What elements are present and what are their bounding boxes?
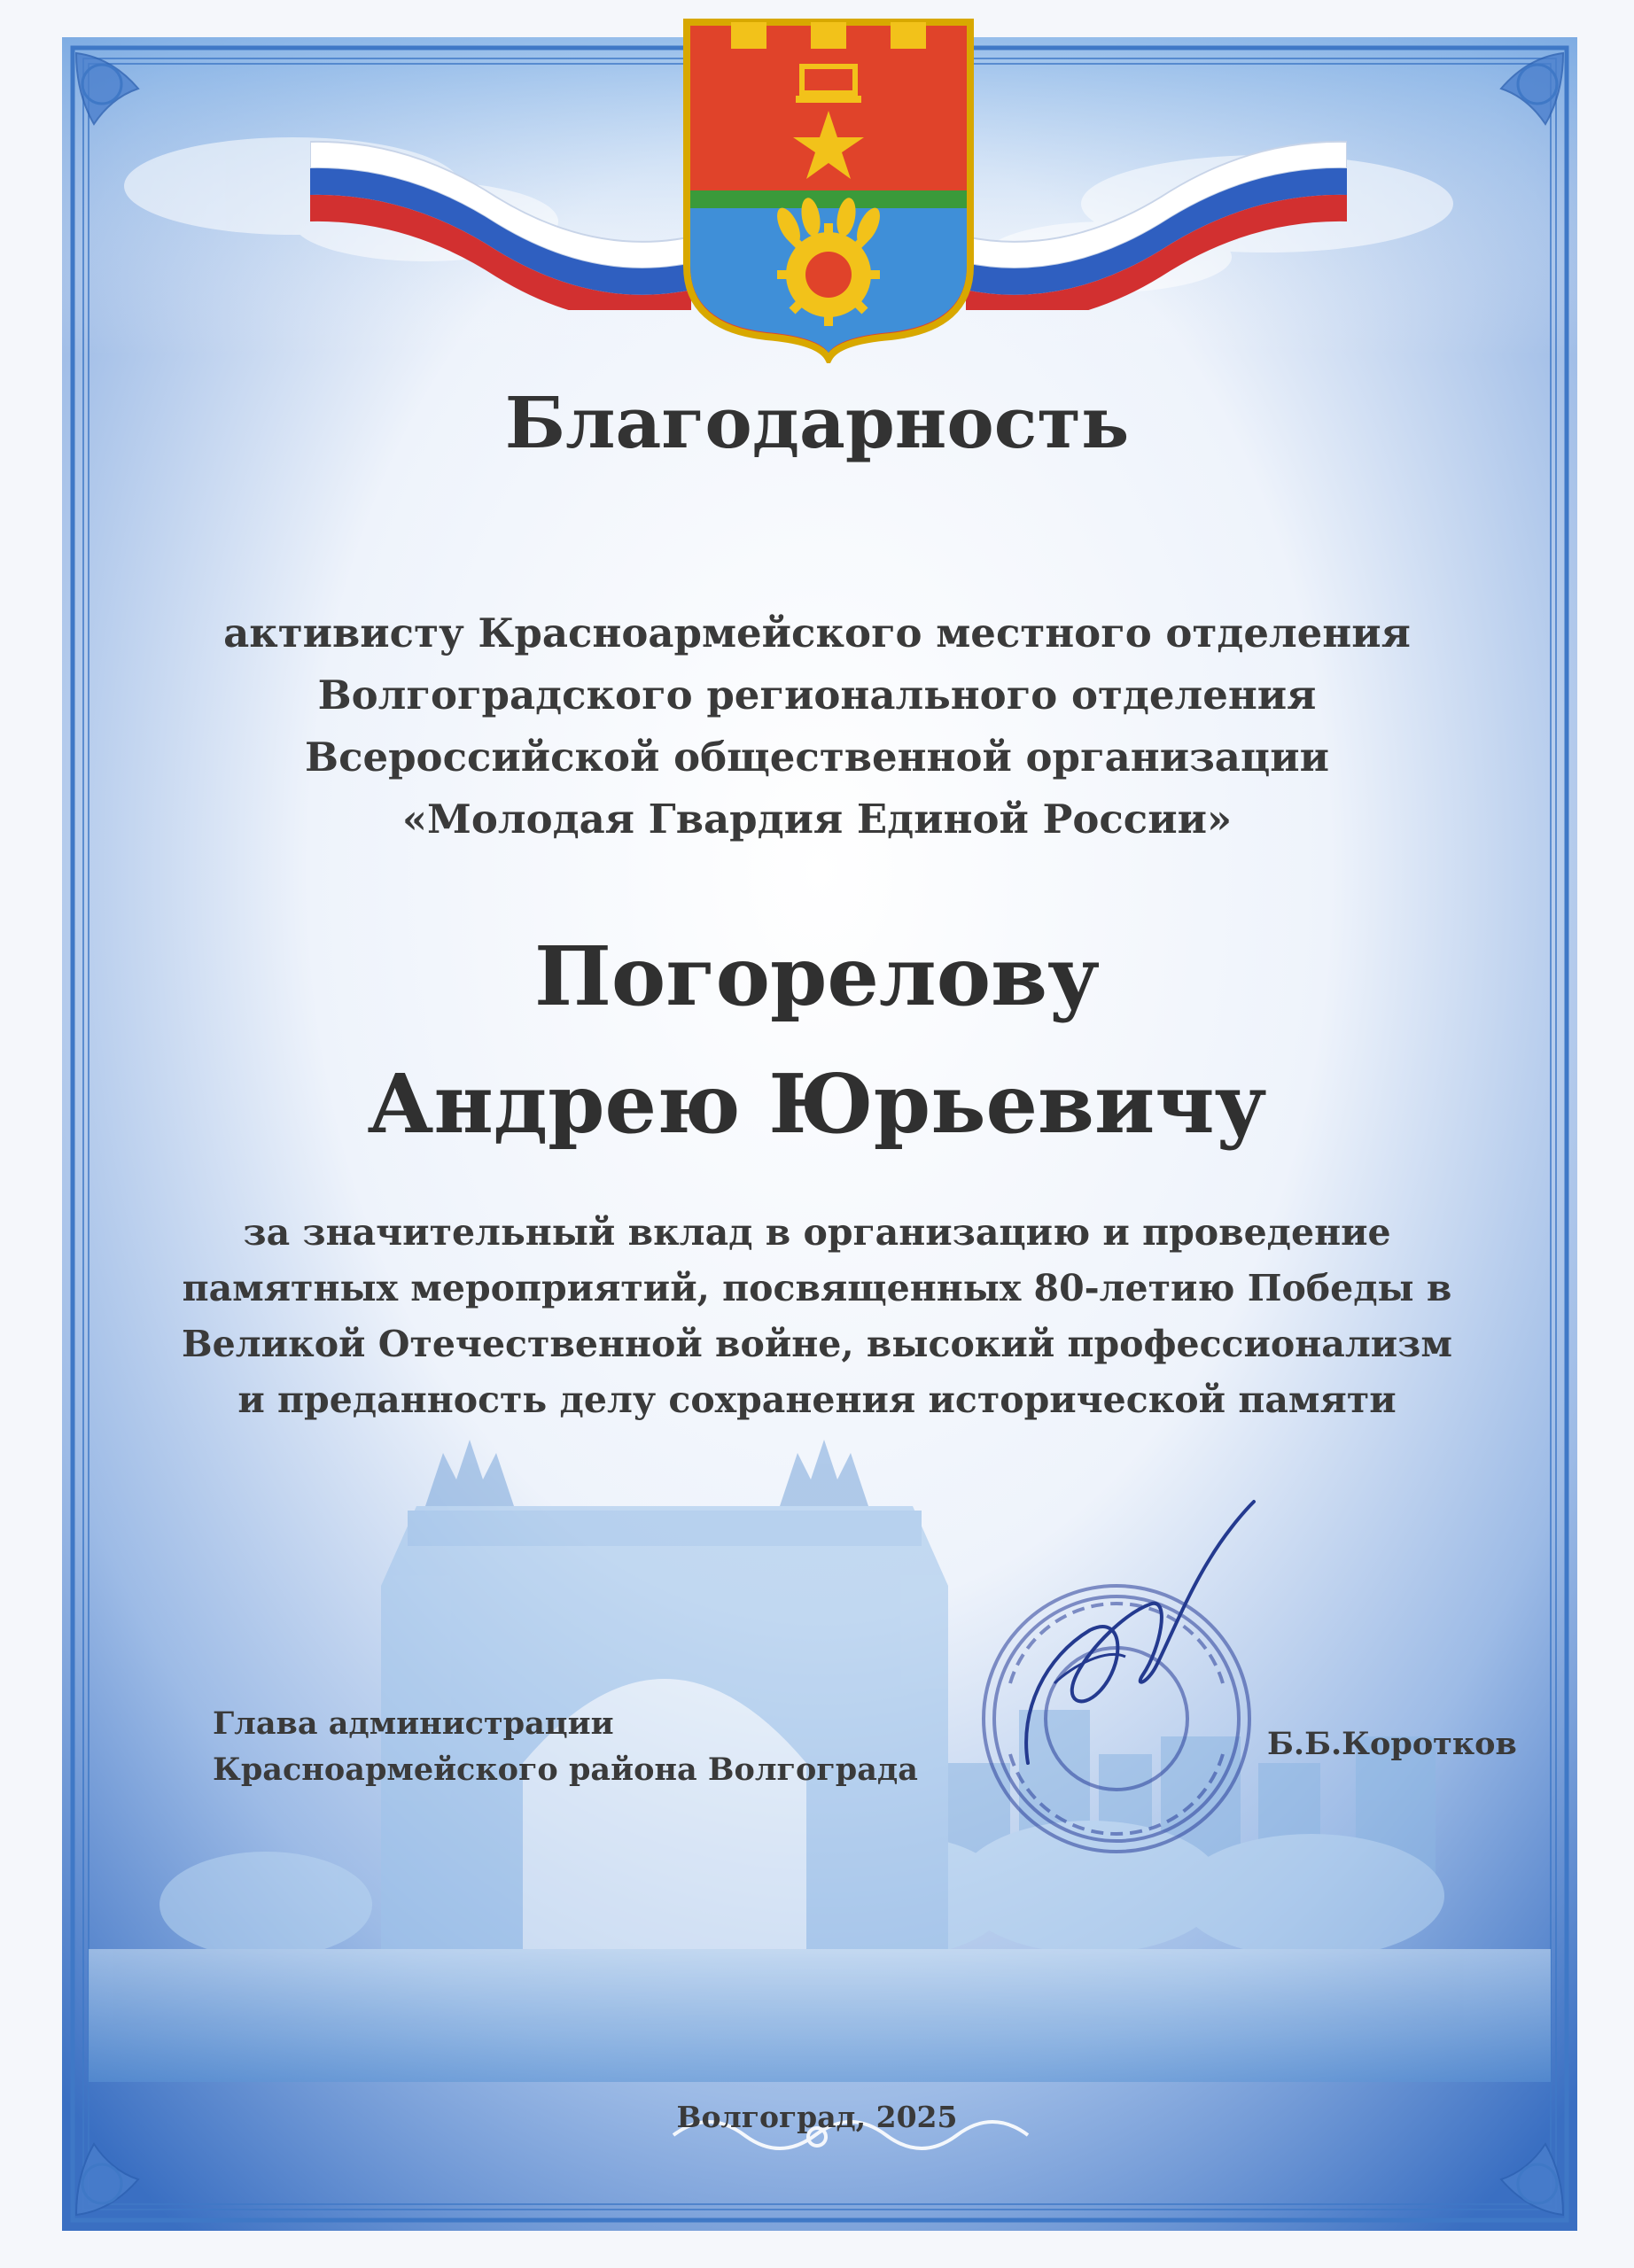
recipient-given-names: Андрею Юрьевичу	[367, 1056, 1267, 1152]
signatory-position	[213, 1701, 918, 1793]
signature-icon	[992, 1497, 1258, 1790]
russian-flag-ribbon-icon	[966, 106, 1347, 310]
place-date: Волгоград, 2025	[676, 2100, 958, 2134]
reason-line: за значительный вклад в организацию и проведение	[243, 1211, 1391, 1254]
recipient-line: «Молодая Гвардия Единой России»	[401, 796, 1233, 843]
recipient-surname: Погорелову	[534, 928, 1100, 1024]
reason-line: и преданность делу сохранения исторической памяти	[237, 1379, 1397, 1421]
signatory-position-line: Красноармейского района Волгограда	[213, 1751, 918, 1788]
signatory-position-line: Глава администрации	[213, 1705, 614, 1742]
recipient-line: активисту Красноармейского местного отделения	[223, 610, 1411, 656]
reason-line: Великой Отечественной войне, высокий профессионализм	[182, 1323, 1452, 1365]
certificate-title: Благодарность	[504, 381, 1130, 464]
recipient-line: Волгоградского регионального отделения	[317, 672, 1317, 718]
recipient-line: Всероссийской общественной организации	[305, 734, 1329, 781]
coat-of-arms-icon	[682, 18, 975, 363]
recipient-name	[0, 913, 1634, 1168]
signatory-name: Б.Б.Коротков	[1267, 1726, 1517, 1762]
recipient-organization	[0, 602, 1634, 850]
award-reason	[0, 1205, 1634, 1428]
russian-flag-ribbon-icon	[310, 106, 691, 310]
reason-line: памятных мероприятий, посвященных 80-летию Победы в	[182, 1267, 1452, 1309]
